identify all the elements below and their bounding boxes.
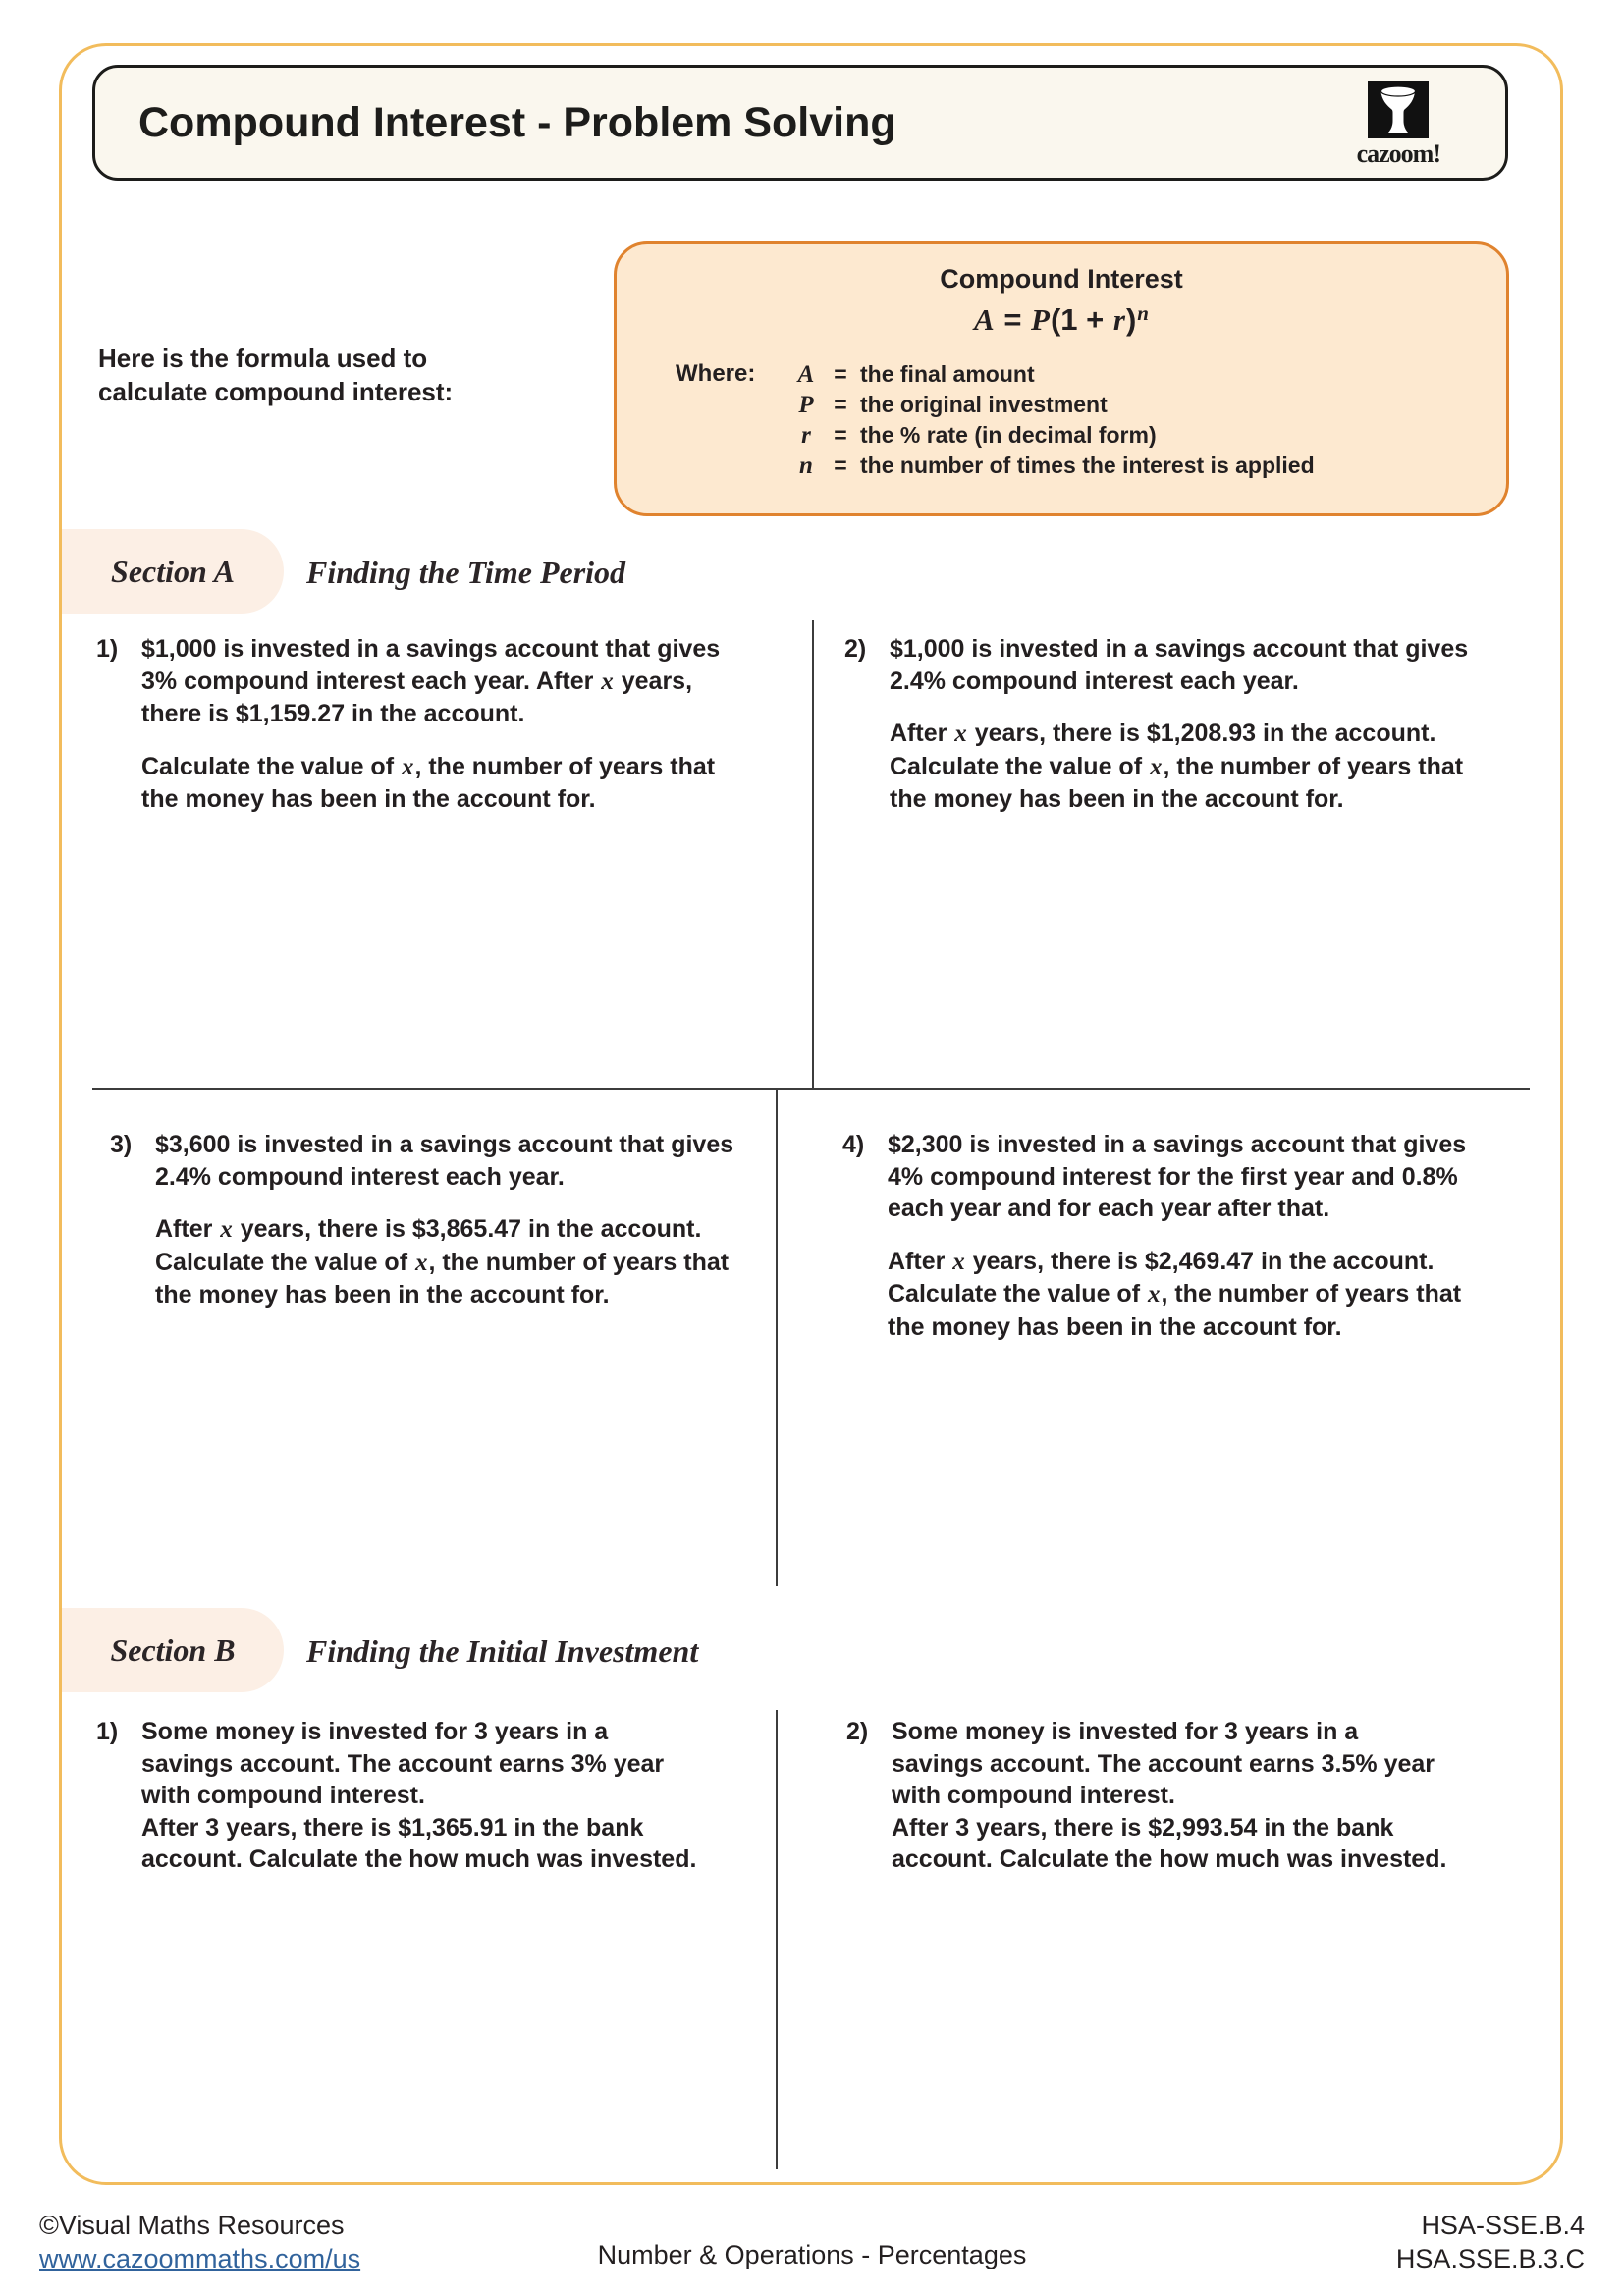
problem-number: 4): [842, 1131, 865, 1158]
copyright-text: ©Visual Maths Resources: [39, 2211, 345, 2240]
footer-topic: Number & Operations - Percentages: [597, 2240, 1027, 2269]
problem-a2: [844, 633, 1481, 836]
column-divider: [812, 620, 814, 1088]
cazoom-logo: [1357, 81, 1440, 169]
section-a-title: Finding the Time Period: [306, 555, 626, 590]
standard-code: HSA-SSE.B.4: [1421, 2211, 1585, 2240]
definition-list: [789, 359, 1315, 481]
problem-text: Some money is invested for 3 years in a savings account. The account earns 3.5% year with compound interest. After 3 years, there is $2,993.54 in the bank account. Calculate the how much was invested.: [892, 1718, 1447, 1873]
formula-box-title: Compound Interest: [940, 264, 1183, 294]
section-a-label: Section A: [62, 529, 284, 614]
problem-number: 2): [844, 635, 867, 663]
drum-icon: [1368, 81, 1429, 138]
problem-b2: [846, 1716, 1447, 1876]
section-b-label: Section B: [62, 1608, 284, 1692]
title-bar: [92, 65, 1508, 181]
cazoom-wordmark: cazoom!: [1356, 138, 1440, 168]
problem-number: 1): [96, 635, 119, 663]
definition-row: n = the number of times the interest is applied: [799, 453, 1315, 479]
problem-a3: [110, 1129, 746, 1332]
problem-a1: [96, 633, 732, 836]
column-divider: [776, 1090, 778, 1586]
problem-text: $2,300 is invested in a savings account that gives 4% compound interest for the first year and 0.8% each year and for each year after that. After x years, there is $2,469.47 in the account. Calculate the value of x, the number of years that the money has been in the account for.: [888, 1131, 1467, 1341]
where-label: Where:: [676, 360, 756, 387]
definition-row: P = the original investment: [798, 392, 1108, 418]
section-b-title: Finding the Initial Investment: [306, 1633, 699, 1669]
problem-number: 2): [846, 1718, 869, 1745]
website-link[interactable]: www.cazoommaths.com/us: [39, 2244, 361, 2274]
column-divider: [776, 1710, 778, 2169]
problem-a4: [842, 1129, 1483, 1363]
problem-text: $3,600 is invested in a savings account that gives 2.4% compound interest each year. After x years, there is $3,865.47 in the account. Calculate the value of x, the number of years that the money has been in the account for.: [155, 1131, 734, 1308]
page-title: Compound Interest - Problem Solving: [138, 98, 896, 146]
formula-box: [614, 241, 1509, 516]
definition-row: A = the final amount: [797, 361, 1035, 388]
problem-number: 3): [110, 1131, 133, 1158]
problem-number: 1): [96, 1718, 119, 1745]
problem-text: $1,000 is invested in a savings account that gives 2.4% compound interest each year. After x years, there is $1,208.93 in the account. Calculate the value of x, the number of years that the money has been in the account for.: [890, 635, 1469, 813]
footer-standards: [1396, 2209, 1585, 2275]
standard-code: HSA.SSE.B.3.C: [1395, 2244, 1585, 2274]
compound-interest-formula: $A = P(1 + r)^n$: [974, 301, 1149, 337]
problem-text: Some money is invested for 3 years in a savings account. The account earns 3% year with compound interest. After 3 years, there is $1,365.91 in the bank account. Calculate the how much was invested.: [141, 1718, 697, 1873]
problem-text: $1,000 is invested in a savings account that gives 3% compound interest each year. After x years, there is $1,159.27 in the account. Calculate the value of x, the number of years that the money has been in the account for.: [141, 635, 721, 813]
intro-text: Here is the formula used to calculate compound interest:: [98, 344, 454, 407]
definition-row: r = the % rate (in decimal form): [801, 422, 1157, 449]
problem-b1: [96, 1716, 697, 1876]
formula-definitions: [617, 359, 1506, 481]
row-divider: [92, 1088, 1530, 1090]
